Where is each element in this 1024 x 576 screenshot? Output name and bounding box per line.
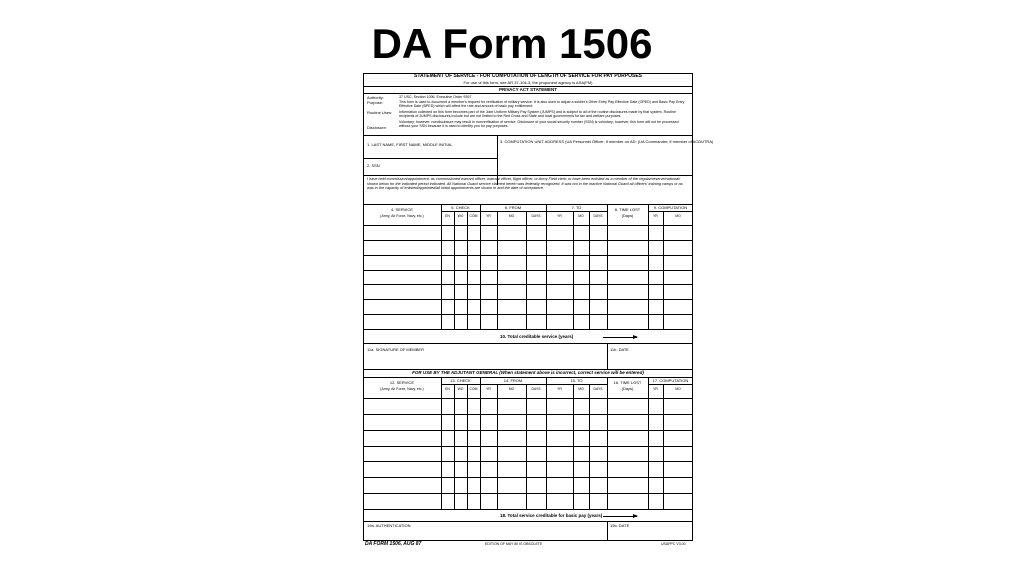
divider (607, 343, 608, 369)
date-member-label: 11b. DATE (610, 347, 629, 352)
slide-title: DA Form 1506 (371, 20, 653, 67)
privacy-label-purpose: Purpose: (367, 100, 384, 105)
date-authentication-label: 19b. DATE (610, 523, 630, 528)
divider (363, 343, 693, 344)
table-row-line (363, 509, 693, 510)
divider (441, 211, 607, 212)
column-header-computation: 9. COMPUTATION (653, 205, 688, 210)
column-subheader-days: DAYS (531, 387, 541, 391)
authentication-label: 19a. AUTHENTICATION (367, 523, 411, 528)
column-subheader-en: EN (445, 214, 450, 218)
divider (363, 398, 693, 399)
table-row-line (363, 255, 693, 256)
divider (480, 377, 481, 509)
column-subheader-yr: YR (557, 214, 562, 218)
arrow-icon (603, 337, 637, 338)
column-subheader-yr: YR (653, 214, 658, 218)
divider (648, 204, 649, 329)
table-row-line (363, 314, 693, 315)
column-header-time-lost: 8. TIME LOST (614, 207, 641, 212)
divider (648, 377, 649, 509)
arrow-icon (603, 516, 637, 517)
table-row-line (363, 493, 693, 494)
table-row-line (363, 477, 693, 478)
column-header-service: 12. SERVICE (389, 380, 415, 385)
divider (363, 93, 693, 94)
form-code: USAPPC V3.00 (661, 542, 686, 546)
divider (607, 377, 608, 509)
column-subheader-wo: WO (457, 387, 464, 391)
privacy-text-purpose: This form is used to document a member's request for verification of military service. It is also used to adjust a soldier's Other Entry Pay Effective Date (OPED) and Basic Pay Entry Effective Date (BPED) which will affect the rate and amount of basic pay entitlement. (399, 100, 685, 109)
divider (480, 204, 481, 329)
column-header-check: 5. CHECK (451, 205, 470, 210)
column-header-from: 6. FROM (504, 205, 522, 210)
total-basic-pay-label: 18. Total service creditable for basic pay (years) (500, 513, 603, 518)
table-row-line (363, 240, 693, 241)
column-subheader-mo: MO (675, 387, 681, 391)
column-subheader-mo: MO (578, 214, 584, 218)
column-subheader-days: DAYS (531, 214, 541, 218)
form-header-title: STATEMENT OF SERVICE - FOR COMPUTATION OF LENGTH OF SERVICE FOR PAY PURPOSES (414, 73, 642, 79)
divider (441, 384, 607, 385)
column-subheader-en: EN (445, 387, 450, 391)
privacy-act-title: PRIVACY ACT STATEMENT (498, 87, 557, 92)
edition-note: EDITION OF MAY 80 IS OBSOLETE (485, 542, 543, 546)
da-form-1506 (363, 73, 714, 547)
table-row-line (363, 446, 693, 447)
signature-member-label: 11a. SIGNATURE OF MEMBER (367, 347, 424, 352)
column-subheader-yr: YR (653, 387, 658, 391)
divider (546, 377, 547, 509)
table-row-line (363, 461, 693, 462)
divider (441, 377, 442, 509)
column-subheader-yr: YR (486, 387, 491, 391)
column-header-to: 15. TO (570, 378, 583, 383)
form-header-subtitle: For use of this form, see AR 37-104-3; the proponent agency is ASA(FM) (463, 80, 593, 85)
divider (441, 204, 442, 329)
field-1-label: 1. LAST NAME, FIRST NAME, MIDDLE INITIAL (367, 142, 453, 147)
divider (363, 135, 693, 136)
field-3-label: 3. COMPUTATION UNIT ADDRESS (UA Personnel Officer, if member on AD; (UA Commander, if member of ACDUTRA) (500, 139, 714, 144)
column-header-service: 4. SERVICE (391, 207, 413, 212)
privacy-text-routine-uses: Information collected on this form becomes part of the Joint Uniform Military Pay System (JUMPS) and is subject to all of the routine disclosures made by that system. Routine recipients of JUMPS disclosures include but are not limited to the Red Cross and State and local governments for tax and welfare purposes. (399, 110, 677, 119)
privacy-text-authority: 37 USC, Section 1006, Executive Order 9397 (399, 95, 472, 99)
column-subheader-mo: MO (578, 387, 584, 391)
field-2-label: 2. SSN (367, 163, 380, 168)
privacy-label-disclosure: Disclosure: (367, 125, 387, 130)
column-subheader-wo: WO (457, 214, 464, 218)
privacy-label-authority: Authority: (367, 95, 384, 100)
divider (363, 158, 497, 159)
column-subheader-mo: MO (508, 214, 515, 218)
certification-text: I have held commission/appointment, as commissioned warrant officer, warrant officer, flight officer, or Army Field clerk; or have been enlisted as a member of the regular/reserve/national/ shown below for the indicated period indicated. All National Guard service claimed herein was federally recognized. It was not in the inactive National Guard all officers' training camps or as was in the capacity of enlisted/appointed/all initial appointments are shown in and the date of acceptance. (367, 177, 683, 191)
column-header-computation: 17. COMPUTATION (652, 378, 689, 383)
table-row-line (363, 270, 693, 271)
table-row-line (363, 299, 693, 300)
column-subheader-yr: YR (486, 214, 491, 218)
column-header-service-sub: (Army, Air Force, Navy, etc.) (380, 387, 424, 391)
column-subheader-com: COM (469, 387, 478, 391)
table-row-line (363, 414, 693, 415)
divider (363, 521, 693, 522)
column-header-from: 14. FROM (503, 378, 523, 383)
privacy-label-routine-uses: Routine Uses: (367, 110, 393, 115)
divider (607, 521, 608, 541)
table-row-line (363, 329, 693, 330)
total-creditable-service-label: 10. Total creditable service (years) (500, 334, 574, 339)
divider (363, 225, 693, 226)
column-subheader-days: DAYS (593, 387, 603, 391)
column-header-time-lost-sub: (Days) (621, 213, 634, 218)
divider (648, 211, 693, 212)
column-header-time-lost-sub: (Days) (621, 386, 634, 391)
column-header-service-sub: (Army, Air Force, Navy, etc.) (380, 214, 424, 218)
divider (607, 204, 608, 329)
divider (546, 204, 547, 329)
privacy-text-disclosure: Voluntary; however, nondisclosure may result in nonverification of service. Disclosure of your social security number (SSN) is voluntary; however, this form will not be processed without your SSN because it is used to identify you for pay purposes. (399, 120, 679, 129)
column-header-check: 13. CHECK (450, 378, 471, 383)
column-header-to: 7. TO (571, 205, 582, 210)
table-row-line (363, 430, 693, 431)
adjutant-general-title: FOR USE BY THE ADJUTANT GENERAL (When statement above is incorrect, correct service will be entered) (412, 370, 644, 375)
column-subheader-com: COM (469, 214, 478, 218)
form-number: DA FORM 1506, AUG 87 (365, 541, 422, 547)
divider (648, 384, 693, 385)
column-subheader-mo: MO (508, 387, 515, 391)
column-header-time-lost: 16. TIME LOST (613, 380, 642, 385)
column-subheader-mo: MO (675, 214, 681, 218)
divider (363, 175, 693, 176)
column-subheader-days: DAYS (593, 214, 603, 218)
column-subheader-yr: YR (557, 387, 562, 391)
table-row-line (363, 284, 693, 285)
